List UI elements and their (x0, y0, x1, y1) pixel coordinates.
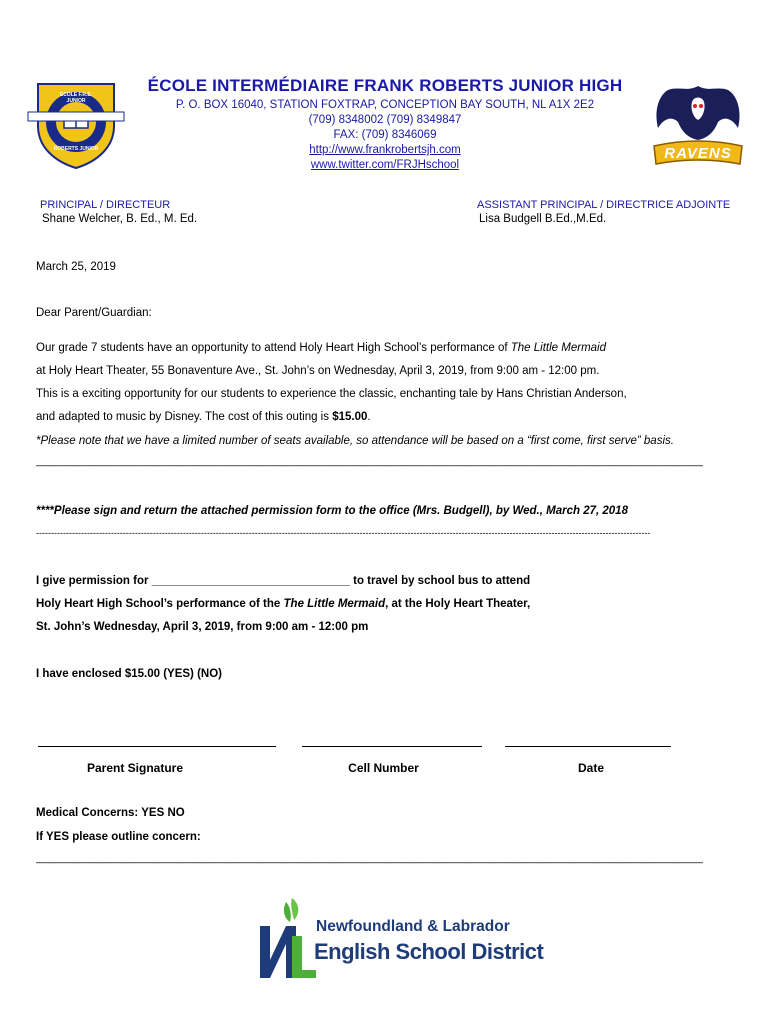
parent-signature-line[interactable] (38, 746, 276, 747)
school-phones: (709) 8348002 (709) 8349847 (308, 114, 462, 126)
paragraph-text: . (367, 411, 371, 423)
paragraph-text: and adapted to music by Disney. The cost of this outing is (36, 411, 333, 423)
letter-date: March 25, 2019 (36, 261, 116, 273)
outing-cost: $15.00 (332, 411, 368, 423)
nl-english-school-district-logo (256, 896, 544, 984)
assistant-principal-name: Lisa Budgell B.Ed.,M.Ed. (479, 213, 607, 225)
permission-text: , at the Holy Heart Theater, (385, 598, 531, 610)
return-instruction: ****Please sign and return the attached permission form to the office (Mrs. Budgell), by Wed., March 27, 2018 (36, 505, 628, 517)
medical-outline-prompt: If YES please outline concern: (36, 831, 201, 843)
district-name-line-2: English School District (314, 939, 544, 964)
parent-signature-label: Parent Signature (86, 761, 184, 775)
principal-title: PRINCIPAL / DIRECTEUR (40, 199, 171, 211)
school-address: P. O. BOX 16040, STATION FOXTRAP, CONCEPTION BAY SOUTH, NL A1X 2E2 (175, 99, 595, 111)
crest-text-top: ÉCOLE F.R.E. JUNIOR (59, 92, 93, 104)
principal-name: Shane Welcher, B. Ed., M. Ed. (42, 213, 198, 225)
letter-paragraph-line-1 (36, 342, 606, 354)
crest-text-bottom: ROBERTS JUNIOR (53, 146, 99, 152)
paragraph-text: Our grade 7 students have an opportunity to attend Holy Heart High School’s performance of (36, 342, 511, 354)
date-label: Date (577, 761, 604, 775)
school-twitter-link[interactable] (0, 158, 770, 172)
show-title: The Little Mermaid (510, 342, 606, 354)
permission-show-title: The Little Mermaid (283, 598, 386, 610)
twitter-link-text[interactable]: www.twitter.com/FRJHschool (310, 159, 460, 171)
website-link-text[interactable]: http://www.frankrobertsjh.com (309, 144, 461, 156)
permission-statement: I give permission for _______________________________ to travel by school bus to attend (36, 575, 531, 587)
school-website-link[interactable] (0, 143, 770, 157)
medical-concern-line[interactable]: _____________________________________________________________________________________________________________ (36, 852, 703, 864)
permission-line-3: St. John’s Wednesday, April 3, 2019, from 9:00 am - 12:00 pm (36, 621, 369, 633)
district-name-line-1: Newfoundland & Labrador (316, 918, 510, 935)
date-line[interactable] (505, 746, 671, 747)
cell-number-label: Cell Number (348, 761, 419, 775)
letter-paragraph-line-4 (36, 411, 371, 423)
dashed-divider: ------------------------------------------------------------------------------------------------------------------------------------------------------------------------------------------------------------- (36, 528, 651, 538)
assistant-principal-title: ASSISTANT PRINCIPAL / DIRECTRICE ADJOINTE (477, 199, 731, 211)
letter-paragraph-line-2: at Holy Heart Theater, 55 Bonaventure Ave., St. John’s on Wednesday, April 3, 2019, from 9:00 am - 12:00 pm. (36, 365, 600, 377)
permission-line-2 (36, 598, 530, 610)
cell-number-line[interactable] (302, 746, 482, 747)
seats-note: *Please note that we have a limited number of seats available, so attendance will be based on a “first come, first serve” basis. (36, 435, 674, 447)
medical-concerns: Medical Concerns: YES NO (36, 807, 185, 819)
letter-paragraph-line-3: This is a exciting opportunity for our students to experience the classic, enchanting tale by Hans Christian Anderson, (36, 388, 627, 400)
payment-enclosed: I have enclosed $15.00 (YES) (NO) (36, 668, 222, 680)
school-name: ÉCOLE INTERMÉDIAIRE FRANK ROBERTS JUNIOR HIGH (147, 76, 623, 95)
school-fax: FAX: (709) 8346069 (333, 129, 437, 141)
mascot-label: RAVENS (664, 145, 732, 162)
salutation: Dear Parent/Guardian: (36, 307, 152, 319)
permission-text: Holy Heart High School’s performance of the (36, 598, 284, 610)
divider-line: _____________________________________________________________________________________________________________ (36, 455, 703, 467)
